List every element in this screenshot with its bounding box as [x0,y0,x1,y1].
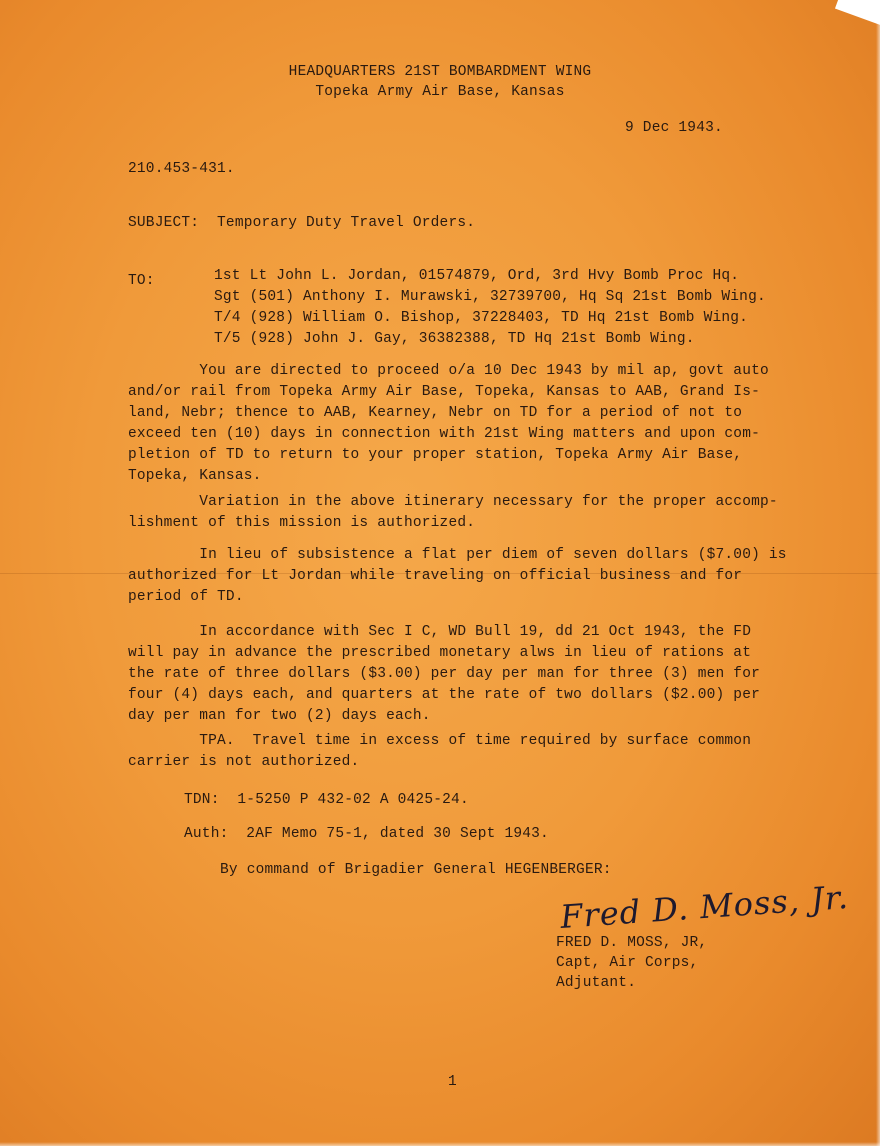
page-edge-right [876,0,880,1146]
command-line: By command of Brigadier General HEGENBERGER: [220,862,612,878]
body-line: You are directed to proceed o/a 10 Dec 1943 by mil ap, govt auto [128,363,769,379]
body-line: lishment of this mission is authorized. [128,515,476,531]
body-line: exceed ten (10) days in connection with 21st Wing matters and upon com- [128,426,761,442]
body-line: In lieu of subsistence a flat per diem of seven dollars ($7.00) is [128,547,787,563]
signatory-name: FRED D. MOSS, JR, [556,935,708,951]
body-line: Topeka, Kansas. [128,468,262,484]
body-line: will pay in advance the prescribed monetary alws in lieu of rations at [128,645,752,661]
body-line: TPA. Travel time in excess of time required by surface common [128,733,752,749]
body-line: Variation in the above itinerary necessary for the proper accomp- [128,494,778,510]
body-line: carrier is not authorized. [128,754,360,770]
page-number: 1 [448,1074,457,1090]
body-line: day per man for two (2) days each. [128,708,431,724]
header-line-1: HEADQUARTERS 21ST BOMBARDMENT WING [288,64,592,80]
body-line: pletion of TD to return to your proper station, Topeka Army Air Base, [128,447,743,463]
torn-corner [835,0,880,29]
recipient-line: T/5 (928) John J. Gay, 36382388, TD Hq 21st Bomb Wing. [214,331,695,347]
tdn-line: TDN: 1-5250 P 432-02 A 0425-24. [184,792,469,808]
auth-line: Auth: 2AF Memo 75-1, dated 30 Sept 1943. [184,826,549,842]
subject-line: SUBJECT: Temporary Duty Travel Orders. [128,215,476,231]
body-line: In accordance with Sec I C, WD Bull 19, dd 21 Oct 1943, the FD [128,624,752,640]
signatory-title: Adjutant. [556,975,637,991]
body-line: and/or rail from Topeka Army Air Base, Topeka, Kansas to AAB, Grand Is- [128,384,761,400]
header-line-2: Topeka Army Air Base, Kansas [315,84,565,100]
to-label: TO: [128,273,155,289]
body-line: period of TD. [128,589,244,605]
recipient-line: T/4 (928) William O. Bishop, 37228403, TD Hq 21st Bomb Wing. [214,310,749,326]
body-line: the rate of three dollars ($3.00) per day per man for three (3) men for [128,666,761,682]
signatory-rank: Capt, Air Corps, [556,955,699,971]
page-edge-bottom [0,1142,880,1146]
body-line: land, Nebr; thence to AAB, Kearney, Nebr on TD for a period of not to [128,405,743,421]
recipient-line: 1st Lt John L. Jordan, 01574879, Ord, 3rd Hvy Bomb Proc Hq. [214,268,740,284]
recipient-line: Sgt (501) Anthony I. Murawski, 32739700, Hq Sq 21st Bomb Wing. [214,289,766,305]
document-date: 9 Dec 1943. [625,120,723,136]
body-line: authorized for Lt Jordan while traveling on official business and for [128,568,743,584]
file-number: 210.453-431. [128,161,235,177]
body-line: four (4) days each, and quarters at the rate of two dollars ($2.00) per [128,687,761,703]
handwritten-signature: Fred D. Moss, Jr. [559,877,850,937]
